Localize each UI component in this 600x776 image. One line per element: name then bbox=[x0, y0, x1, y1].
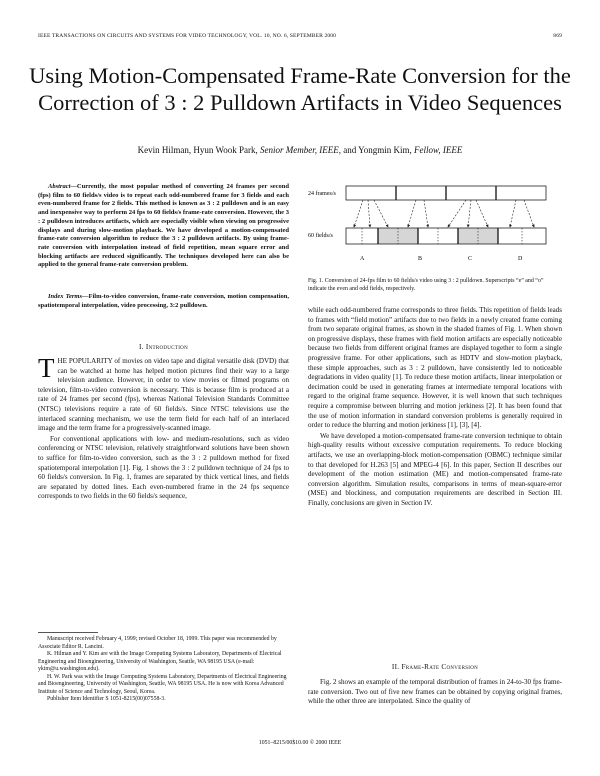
pulldown-arrows bbox=[354, 200, 534, 227]
film-frames-row bbox=[346, 186, 546, 200]
footnote-affiliation-2: H. W. Park was with the Image Computing Systems Laboratory, Departments of Electrical Engineering and Bioengineering, University of Washington, Seattle, WA 98195 USA. He is now with Korea Advanced Institute of Science and Technology, Seoul, Korea. bbox=[38, 673, 287, 695]
frame-letter-b: B bbox=[418, 256, 423, 262]
frame-letter-c: C bbox=[468, 256, 473, 262]
intro-lead-text: HE POPULARITY bbox=[57, 357, 113, 365]
abstract bbox=[38, 183, 289, 270]
index-terms bbox=[38, 293, 289, 310]
figure-1 bbox=[308, 176, 562, 272]
author-line bbox=[20, 145, 580, 155]
abstract-label: Abstract— bbox=[48, 183, 77, 190]
figure-1-diagram bbox=[308, 176, 562, 272]
section-heading-1 bbox=[38, 343, 289, 351]
section-heading-2 bbox=[308, 663, 562, 671]
row-label-60fields: 60 fields/s bbox=[308, 233, 333, 239]
figure-1-caption: Fig. 1. Conversion of 24-fps film to 60 fields/s video using 3 : 2 pulldown. Superscripts “e” and “o” indicate the even and odd fields, respectively. bbox=[308, 278, 544, 292]
section-2-paragraph-1: Fig. 2 shows an example of the temporal distribution of frames in 24-to-30 fps frame-rate conversion. Two out of five new frames can be obtained by copying original frames, while the other three are interpolated. Since the quality of bbox=[308, 678, 562, 706]
footnotes bbox=[38, 636, 289, 704]
intro-right-column bbox=[308, 306, 562, 508]
intro-paragraph-2: For conventional applications with low- and medium-resolutions, such as video conferencing or NTSC television, relatively straightforward solutions have been shown to suffice for film-to-video conversion, such as the 3 : 2 pulldown method for fixed spatiotemporal interpolation [1]. Fig. 1 shows the 3 : 2 pulldown technique of 24 fps to 60 fields/s conversion. In Fig. 1, frames are separated by thick vertical lines, and fields are separated by dotted lines. Each even-numbered frame in the 24 fps sequence corresponds to two fields in the 60 fields/s sequence, bbox=[38, 434, 289, 501]
frame-letter-a: A bbox=[360, 256, 365, 262]
frame-letter-d: D bbox=[518, 256, 523, 262]
running-header bbox=[38, 33, 562, 39]
row-label-24fps: 24 frames/s bbox=[308, 191, 336, 197]
section-title-2: Frame-Rate Conversion bbox=[401, 663, 479, 671]
author-role-1: Senior Member, IEEE, bbox=[260, 145, 341, 155]
section-number-2: II. bbox=[391, 663, 402, 671]
index-terms-label: Index Terms— bbox=[48, 293, 89, 300]
page-number: 869 bbox=[553, 33, 562, 39]
abstract-text: Currently, the most popular method of converting 24 frames per second (fps) film to 60 fields/s video is to repeat each odd-numbered frame for 3 fields and each even-numbered frame for 2 fields. This method is known as 3 : 2 pulldown and is an easy and inexpensive way to perform 24 fps to 60 fields/s frame-rate conversion. However, the 3 : 2 pulldown introduces artifacts, which are especially visible when viewing on progressive displays and during slow-motion playback. We have developed a motion-compensated frame-rate conversion algorithm to reduce the 3 : 2 pulldown artifacts. By using frame-rate conversion with interpolation instead of field repetition, mean square error and blocking artifacts are reduced significantly. The techniques developed here can also be applied to the general frame-rate conversion problem. bbox=[38, 183, 289, 269]
intro-paragraph-1-text: of movies on video tape and digital versatile disk (DVD) that can be watched at home has helped motion pictures find their way to a large television audience. However, in order to view movies or filmed programs on television, film-to-video conversion is necessary. This is because film is produced at a rate of 24 frames per second (fps), whereas National Television Standards Committee (NTSC) televisions require a rate of 60 fields/s. Since NTSC televisions use the interlaced scanning mechanism, we use the term field for each half of an interlaced image and the term frame for a progressively-scanned image. bbox=[38, 357, 289, 433]
video-fields-row bbox=[346, 228, 546, 244]
footnote-affiliation-1: K. Hilman and Y. Kim are with the Image Computing Systems Laboratory, Departments of Electrical Engineering and Bioengineering, University of Washington, Seattle, WA 98195 USA (e-mail: ykim@u.washington.edu). bbox=[38, 651, 282, 672]
footnote-identifier: Publisher Item Identifier S 1051-8215(00)07558-3. bbox=[47, 696, 166, 702]
intro-paragraph-4: We have developed a motion-compensated frame-rate conversion technique to obtain high-quality results without excessive computation requirements. To reduce blocking artifacts, we use an overlapping-block motion-compensation (OBMC) technique similar to that developed for H.263 [5] and MPEG-4 [6]. In this paper, Section II describes our development of the motion estimation (ME) and motion-compensated frame-rate conversion algorithm. Simulation results, comparisons in terms of mean-square-error (MSE) and blockiness, and computation requirements are described in Section III. Finally, conclusions are given in Section IV. bbox=[308, 431, 562, 507]
footnote-rule bbox=[38, 632, 98, 633]
index-terms-text: Film-to-video conversion, frame-rate conversion, motion compensation, spatiotemporal interpolation, video processing, 3:2 pulldown. bbox=[38, 293, 290, 309]
author-names-1: Kevin Hilman, Hyun Wook Park, bbox=[137, 145, 261, 155]
footnote-manuscript: Manuscript received February 4, 1999; revised October 18, 1999. This paper was recommended by Associate Editor R. Lancini. bbox=[38, 636, 277, 650]
journal-name: IEEE TRANSACTIONS ON CIRCUITS AND SYSTEMS FOR VIDEO TECHNOLOGY, VOL. 10, NO. 6, SEPTEMBER 2000 bbox=[38, 33, 337, 39]
paper-title: Using Motion-Compensated Frame-Rate Conversion for the Correction of 3 : 2 Pulldown Artifacts in Video Sequences bbox=[29, 63, 571, 115]
author-role-2: Fellow, IEEE bbox=[414, 145, 463, 155]
intro-paragraph-1 bbox=[38, 353, 289, 434]
intro-left-column bbox=[38, 353, 289, 502]
section-title-1: Introduction bbox=[145, 343, 188, 351]
section-number-1: I. bbox=[139, 343, 146, 351]
drop-cap: T bbox=[38, 353, 55, 383]
author-names-2: and Yongmin Kim, bbox=[341, 145, 415, 155]
copyright-footer: 1051–8215/00$10.00 © 2000 IEEE bbox=[258, 740, 342, 746]
section-2-column bbox=[308, 678, 562, 707]
intro-paragraph-3: while each odd-numbered frame corresponds to three fields. This repetition of fields leads to frames with “field motion” artifacts due to two fields in a newly created frame coming from two separate original frames, as shown in the shaded frames of Fig. 1. When shown on progressive displays, these frames with field motion artifacts are especially noticeable because two fields from different original frames are displayed together to form a single progressive frame. For other applications, such as HDTV and slow-motion playback, these simple approaches, such as 3 : 2 pulldown, have consistently led to noticeable degradations in video quality [1]. To reduce these motion artifacts, linear interpolation or decimation could be used in generating frames at intermediate temporal locations with regard to the original frame sequence. However, it is well known that such techniques require a compromise between blurring and motion jerkiness [2]. It has been found that the use of motion information in standard conversion problems is generally required in order to reduce the blurring and motion jerkiness [1], [3], [4]. bbox=[308, 306, 562, 430]
